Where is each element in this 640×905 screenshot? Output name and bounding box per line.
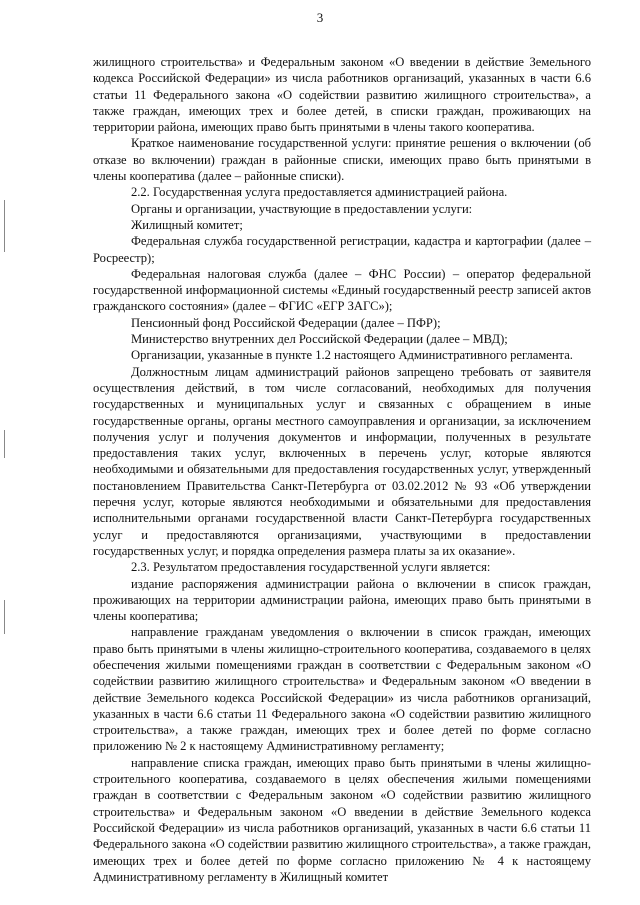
paragraph: Федеральная налоговая служба (далее – ФНС России) – оператор федеральной государственной информационной системы «Единый государственный реестр записей актов гражданского состояния» (далее – ФГИС «ЕГР ЗАГС»); bbox=[93, 266, 591, 314]
paragraph: Организации, указанные в пункте 1.2 настоящего Административного регламента. bbox=[131, 348, 573, 363]
paragraph: издание распоряжения администрации района о включении в список граждан, проживающих на территории администрации района, имеющих право быть принятыми в члены кооператива; bbox=[93, 576, 591, 624]
paragraph: направление списка граждан, имеющих право быть принятыми в члены жилищно-строительного кооператива, создаваемого в целях обеспечения жилыми помещениями граждан в соответствии с Федеральным законом «О содействии развитию жилищного строительства» и Федеральным законом «О введении в действие Земельного кодекса Российской Федерации» из числа работников организаций, указанных в части 6.6 статьи 11 Федерального закона «О содействии развитию жилищного строительства», а также граждан, имеющих трех и более детей по форме согласно приложению № 4 к настоящему Административному регламенту в Жилищный комитет bbox=[93, 755, 591, 884]
paragraph: Органы и организации, участвующие в предоставлении услуги: bbox=[131, 201, 473, 216]
document-body bbox=[93, 54, 591, 885]
page-number: 3 bbox=[316, 10, 324, 25]
paragraph: Должностным лицам администраций районов запрещено требовать от заявителя осуществления действий, в том числе согласований, необходимых для получения государственных и муниципальных услуг и связанных с обращением в иные государственные органы, органы местного самоуправления и организации, за исключением получения услуг и получения документов и информации, полученных в результате предоставления таких услуг, включенных в перечень услуг, которые являются необходимыми и обязательными для предоставления государственных услуг, утвержденный постановлением Правительства Санкт-Петербурга от 03.02.2012 № 93 «Об утверждении перечня услуг, которые являются необходимыми и обязательными для предоставления исполнительными органами государственной власти Санкт-Петербурга государственных услуг и предоставляются организациями, участвующими в предоставлении государственных услуг, и порядка определения размера платы за их оказание». bbox=[93, 364, 591, 558]
paragraph: направление гражданам уведомления о включении в список граждан, имеющих право быть принятыми в члены жилищно-строительного кооператива, создаваемого в целях обеспечения жилыми помещениями граждан в соответствии с Федеральным законом «О содействии развитию жилищного строительства» и Федеральным законом «О введении в действие Земельного кодекса Российской Федерации» из числа работников организаций, указанных в части 6.6 статьи 11 Федерального закона «О содействии развитию жилищного строительства», а также граждан, имеющих трех и более детей по форме согласно приложению № 2 к настоящему Административному регламенту; bbox=[93, 625, 591, 754]
paragraph: 2.2. Государственная услуга предоставляется администрацией района. bbox=[131, 185, 508, 200]
paragraph: Жилищный комитет; bbox=[131, 217, 243, 232]
paragraph: Федеральная служба государственной регистрации, кадастра и картографии (далее – Росреестр); bbox=[93, 234, 591, 265]
paragraph: 2.3. Результатом предоставления государственной услуги является: bbox=[131, 560, 491, 575]
paragraph: Министерство внутренних дел Российской Федерации (далее – МВД); bbox=[131, 332, 508, 347]
margin-mark bbox=[4, 600, 5, 634]
paragraph: Пенсионный фонд Российской Федерации (далее – ПФР); bbox=[131, 315, 441, 330]
margin-mark bbox=[4, 200, 5, 252]
paragraph: жилищного строительства» и Федеральным законом «О введении в действие Земельного кодекса Российской Федерации» из числа работников организаций, указанных в части 6.6 статьи 11 Федерального закона «О содействии развитию жилищного строительства», а также граждан, имеющих трех и более детей, в списки граждан, проживающих на территории района, имеющих право быть принятыми в члены такого кооператива. bbox=[93, 55, 591, 135]
paragraph: Краткое наименование государственной услуги: принятие решения о включении (об отказе во включении) граждан в районные списки, имеющих право быть принятыми в члены кооператива (далее – районные списки). bbox=[93, 136, 591, 184]
margin-mark bbox=[4, 430, 5, 458]
